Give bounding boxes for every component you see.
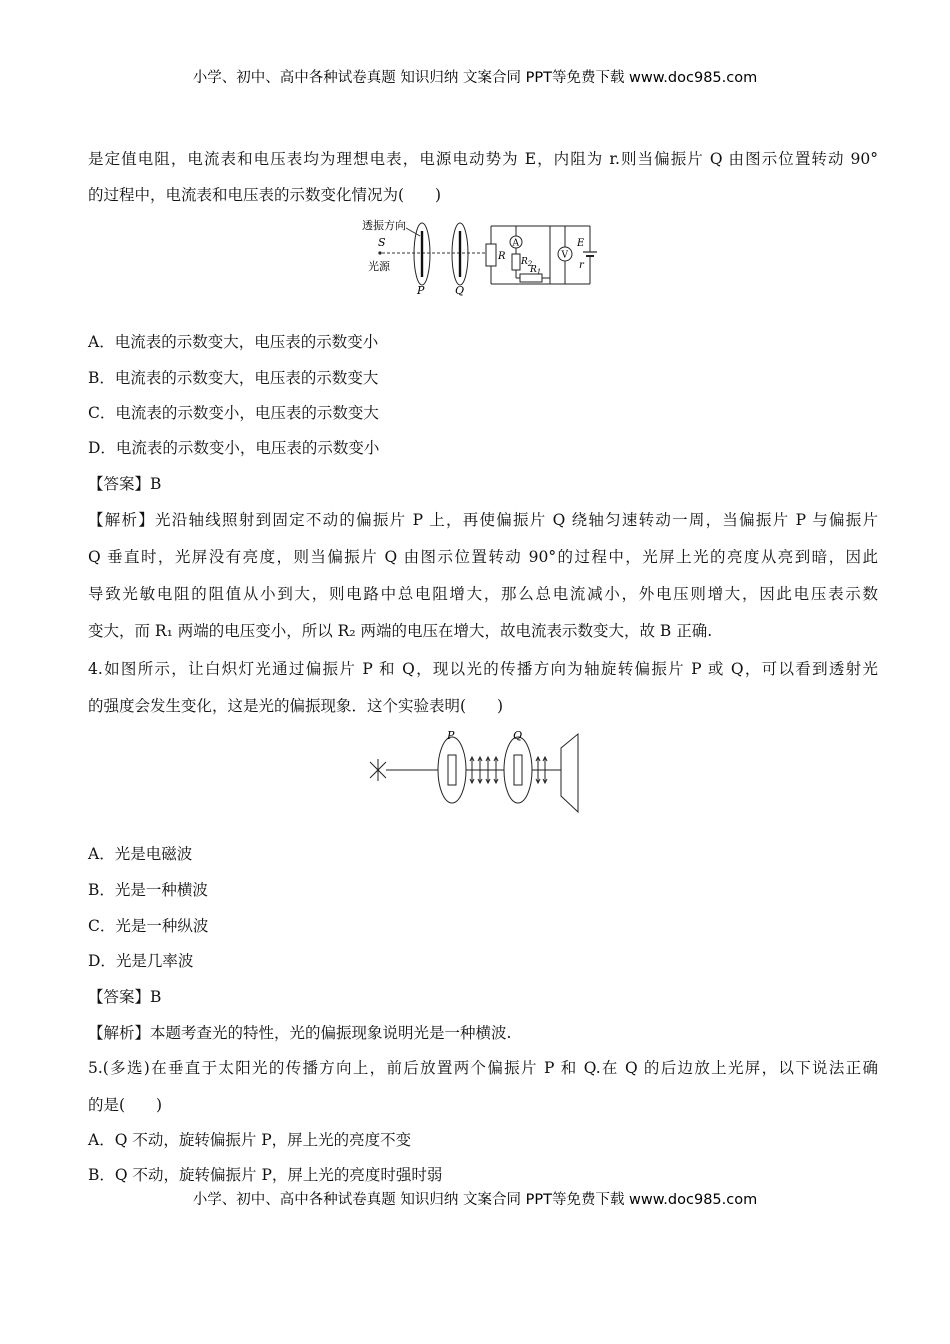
page-header: 小学、初中、高中各种试卷真题 知识归纳 文案合同 PPT等免费下载 www.doc985.com xyxy=(192,70,758,86)
q4-option-d: D．光是几率波 xyxy=(88,952,194,970)
q4-polarization-figure xyxy=(366,728,586,816)
light-source-icon xyxy=(370,759,386,781)
q3-analysis-line-1: 【解析】光沿轴线照射到固定不动的偏振片 P 上，再使偏振片 Q 绕轴匀速转动一周，当偏振片 P 与偏振片 xyxy=(88,511,878,529)
resistor-r xyxy=(486,244,496,266)
q5-stem-line-1: 5.(多选)在垂直于太阳光的传播方向上，前后放置两个偏振片 P 和 Q.在 Q 的后边放上光屏，以下说法正确 xyxy=(88,1059,878,1077)
fig1-ammeter-label: A xyxy=(512,238,519,249)
q3-analysis-line-2: Q 垂直时，光屏没有亮度，则当偏振片 Q 由图示位置转动 90°的过程中，光屏上光的亮度从亮到暗，因此 xyxy=(88,548,878,566)
q3-analysis-line-3: 导致光敏电阻的阻值从小到大，则电路中总电阻增大，那么总电流减小，外电压则增大，因此电压表示数 xyxy=(88,585,878,603)
page-footer: 小学、初中、高中各种试卷真题 知识归纳 文案合同 PPT等免费下载 www.doc985.com xyxy=(192,1192,758,1208)
fig1-q-label: Q xyxy=(455,284,465,297)
q4-answer: 【答案】B xyxy=(88,988,162,1006)
q3-option-d: D．电流表的示数变小，电压表的示数变小 xyxy=(88,439,380,457)
fig1-voltmeter-label: V xyxy=(561,250,568,261)
fig1-r2-label: $R_2$ xyxy=(521,257,533,268)
q3-option-c: C．电流表的示数变小，电压表的示数变大 xyxy=(88,404,379,422)
q3-option-b: B．电流表的示数变大，电压表的示数变大 xyxy=(88,369,379,387)
q4-option-a: A．光是电磁波 xyxy=(88,845,193,863)
fig2-p-label: P xyxy=(447,729,455,742)
fig1-axis-direction-label: 透振方向 xyxy=(362,219,406,232)
light-screen xyxy=(561,734,578,812)
q4-stem-line-2: 的强度会发生变化，这是光的偏振现象．这个实验表明( ) xyxy=(88,697,504,715)
fig1-r-label: R xyxy=(498,251,506,262)
fig1-source-letter: S xyxy=(378,236,386,249)
q3-stem-line-2: 的过程中，电流表和电压表的示数变化情况为( ) xyxy=(88,186,442,204)
q5-stem-line-2: 的是( ) xyxy=(88,1096,163,1114)
fig1-r1-label: $R_1$ xyxy=(530,265,542,276)
q5-option-a: A．Q 不动，旋转偏振片 P，屏上光的亮度不变 xyxy=(88,1131,412,1149)
q4-stem-line-1: 4.如图所示，让白炽灯光通过偏振片 P 和 Q，现以光的传播方向为轴旋转偏振片 P 或 Q，可以看到透射光 xyxy=(88,660,878,678)
q3-analysis-line-4: 变大，而 R₁ 两端的电压变小，所以 R₂ 两端的电压在增大，故电流表示数变大，故 B 正确. xyxy=(88,622,713,640)
q3-circuit-figure xyxy=(360,214,600,298)
q4-option-c: C．光是一种纵波 xyxy=(88,917,209,935)
q3-stem-line-1: 是定值电阻，电流表和电压表均为理想电表，电源电动势为 E，内阻为 r.则当偏振片 Q 由图示位置转动 90° xyxy=(88,150,878,168)
resistor-r2 xyxy=(512,254,520,270)
fig2-q-label: Q xyxy=(513,729,523,742)
q3-option-a: A．电流表的示数变大，电压表的示数变小 xyxy=(88,333,379,351)
fig1-emf-label: E xyxy=(577,238,585,249)
q5-option-b: B．Q 不动，旋转偏振片 P，屏上光的亮度时强时弱 xyxy=(88,1166,443,1184)
fig1-source-label: 光源 xyxy=(368,260,390,273)
q4-analysis: 【解析】本题考查光的特性，光的偏振现象说明光是一种横波. xyxy=(88,1024,512,1042)
q3-answer: 【答案】B xyxy=(88,475,162,493)
fig1-p-label: P xyxy=(417,284,425,297)
q4-option-b: B．光是一种横波 xyxy=(88,881,208,899)
fig1-internal-label: r xyxy=(579,260,584,271)
